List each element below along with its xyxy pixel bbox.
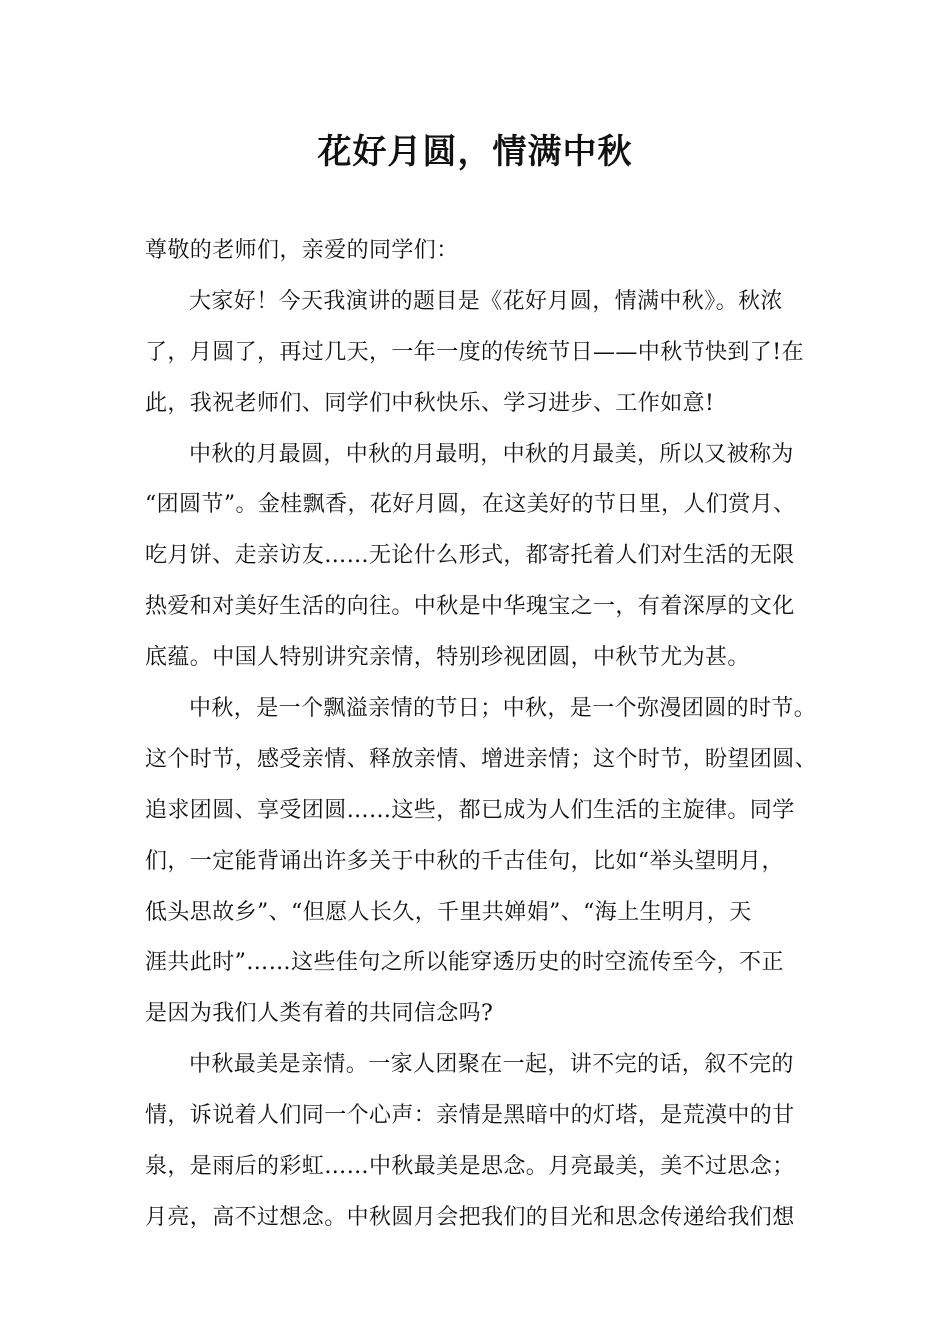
paragraph-4-line-1: 中秋最美是亲情。一家人团聚在一起，讲不完的话，叙不完的	[189, 1052, 794, 1078]
paragraph-3-line-2: 这个时节，感受亲情、释放亲情、增进亲情；这个时节，盼望团圆、	[145, 746, 818, 772]
paragraph-1-line-1: 大家好！今天我演讲的题目是《花好月圆，情满中秋》。秋浓	[189, 288, 783, 314]
document-title: 花好月圆，情满中秋	[317, 132, 633, 172]
paragraph-2-line-2: “团圆节”。金桂飘香，花好月圆，在这美好的节日里，人们赏月、	[145, 492, 796, 518]
paragraph-4-line-4: 月亮，高不过想念。中秋圆月会把我们的目光和思念传递给我们想	[145, 1204, 795, 1230]
paragraph-3-line-7: 是因为我们人类有着的共同信念吗?	[145, 1001, 494, 1027]
salutation-line: 尊敬的老师们，亲爱的同学们：	[145, 238, 459, 263]
paragraph-2-line-4: 热爱和对美好生活的向往。中秋是中华瑰宝之一，有着深厚的文化	[145, 594, 795, 620]
document-body	[145, 231, 827, 1249]
paragraph-3-line-1: 中秋，是一个飘溢亲情的节日；中秋，是一个弥漫团圆的时节。	[189, 696, 817, 722]
paragraph-2-line-5: 底蕴。中国人特别讲究亲情，特别珍视团圆，中秋节尤为甚。	[145, 645, 750, 671]
paragraph-2-line-3: 吃月饼、走亲访友……无论什么形式，都寄托着人们对生活的无限	[145, 543, 795, 569]
paragraph-4-line-3: 泉，是雨后的彩虹……中秋最美是思念。月亮最美，美不过思念；	[145, 1154, 795, 1180]
paragraph-1-line-2: 了，月圆了，再过几天，一年一度的传统节日——中秋节快到了!在	[145, 339, 804, 365]
paragraph-2-line-1: 中秋的月最圆，中秋的月最明，中秋的月最美，所以又被称为	[189, 441, 794, 467]
paragraph-3-line-4: 们，一定能背诵出许多关于中秋的千古佳句，比如“举头望明月，	[145, 848, 784, 874]
paragraph-3-line-6: 涯共此时”……这些佳句之所以能穿透历史的时空流传至今，不正	[145, 950, 784, 976]
paragraph-3-line-3: 追求团圆、享受团圆……这些，都已成为人们生活的主旋律。同学	[145, 797, 795, 823]
paragraph-4-line-2: 情，诉说着人们同一个心声：亲情是黑暗中的灯塔，是荒漠中的甘	[145, 1103, 795, 1129]
paragraph-1-line-3: 此，我祝老师们、同学们中秋快乐、学习进步、工作如意!	[145, 390, 715, 416]
paragraph-3-line-5: 低头思故乡”、“但愿人长久，千里共婵娟”、“海上生明月，天	[145, 899, 752, 925]
